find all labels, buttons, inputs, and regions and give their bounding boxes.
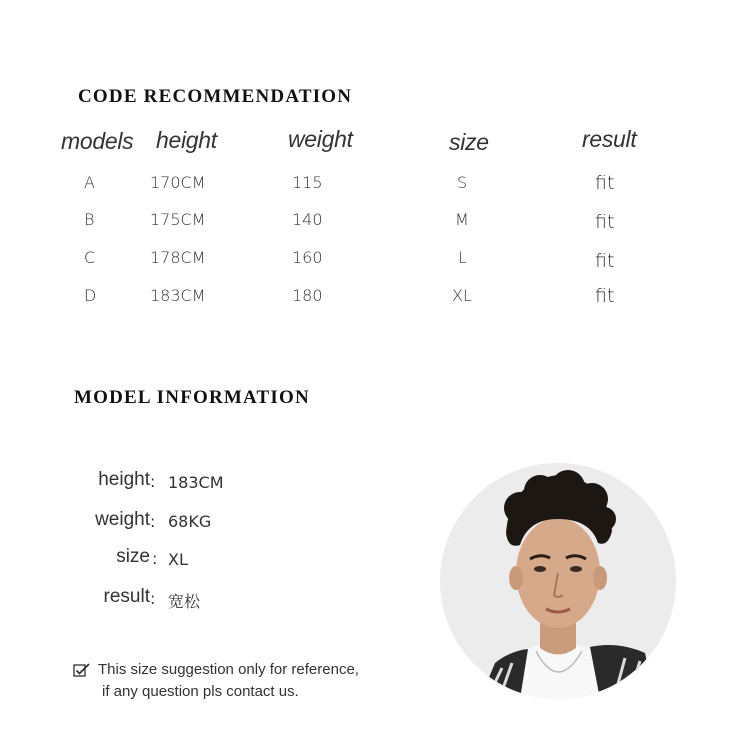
table-cell-height: 178CM (150, 248, 206, 267)
info-label-result: result (103, 586, 150, 607)
info-label-size: size (116, 546, 150, 567)
table-cell-weight: 115 (292, 173, 323, 192)
table-cell-weight: 180 (292, 286, 323, 305)
table-cell-weight: 160 (292, 248, 323, 267)
note-line-1: This size suggestion only for reference, (98, 661, 359, 678)
header-height: height (156, 127, 217, 153)
header-result: result (582, 126, 637, 152)
info-value-weight: 68KG (168, 512, 212, 531)
table-cell-size: L (458, 248, 467, 267)
table-cell-result: fit (595, 250, 615, 272)
info-colon: : (150, 589, 156, 608)
table-cell-result: fit (595, 285, 615, 307)
info-colon: : (150, 512, 156, 531)
table-cell-size: S (457, 173, 468, 192)
table-cell-model: C (84, 248, 96, 267)
header-size: size (449, 129, 489, 155)
header-weight: weight (288, 126, 353, 152)
table-cell-model: B (84, 210, 95, 229)
info-label-height: height (98, 469, 150, 490)
table-cell-weight: 140 (292, 210, 323, 229)
info-value-size: XL (168, 550, 188, 569)
code-recommendation-title: CODE RECOMMENDATION (78, 86, 353, 107)
table-cell-result: fit (595, 211, 615, 233)
table-cell-height: 175CM (150, 210, 206, 229)
info-colon: : (150, 472, 156, 491)
info-value-result: 宽松 (168, 592, 201, 611)
table-cell-height: 183CM (150, 286, 206, 305)
checkbox-icon (73, 662, 91, 678)
table-cell-model: D (84, 286, 97, 305)
model-information-title: MODEL INFORMATION (74, 387, 310, 408)
info-colon: : (152, 549, 158, 568)
note-line-2: if any question pls contact us. (102, 683, 299, 700)
info-label-weight: weight (95, 509, 150, 530)
info-value-height: 183CM (168, 473, 224, 492)
model-photo (440, 463, 676, 699)
table-cell-size: XL (452, 286, 472, 305)
table-cell-size: M (455, 210, 469, 229)
table-cell-result: fit (595, 172, 615, 194)
table-cell-model: A (84, 173, 95, 192)
header-models: models (61, 128, 134, 154)
table-cell-height: 170CM (150, 173, 206, 192)
